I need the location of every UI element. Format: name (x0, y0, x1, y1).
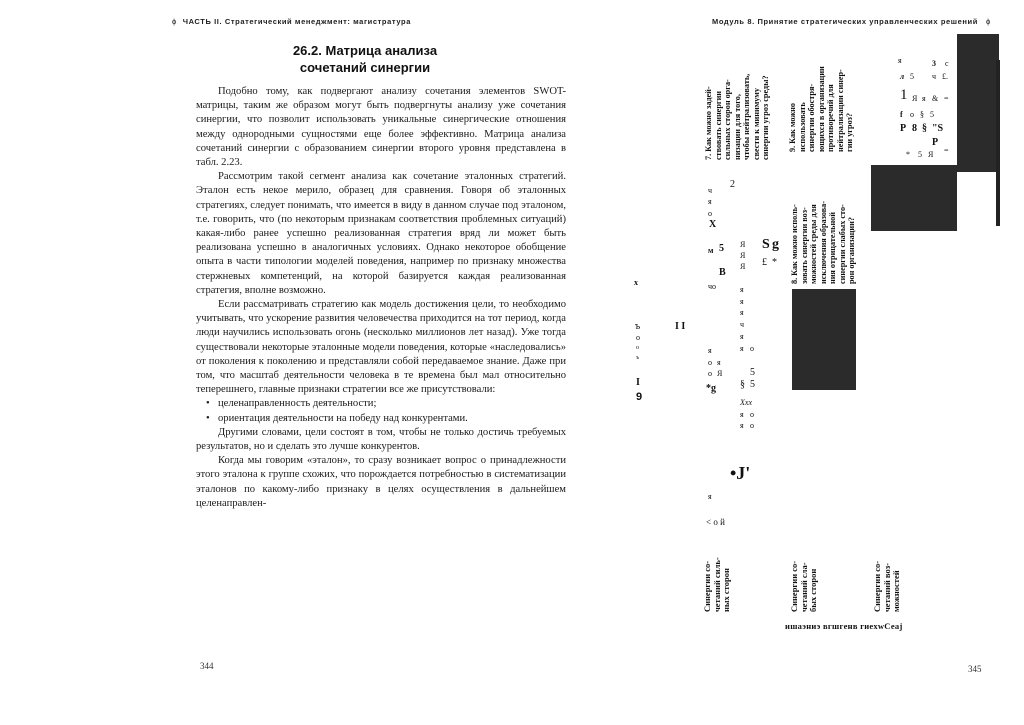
scatter-glyph: о (750, 410, 754, 419)
scatter-glyph: 3 (932, 59, 936, 68)
margin-mark: I (636, 377, 640, 388)
scatter-glyph: § (740, 379, 745, 390)
scatter-glyph: Я (740, 262, 746, 271)
scatter-glyph: < о й (706, 517, 725, 527)
scatter-glyph: 1 (900, 87, 908, 103)
scatter-glyph: о (708, 209, 712, 218)
section-title (240, 42, 490, 76)
paragraph: Когда мы говорим «эталон», то сразу возникает вопрос о принадлежности этого эталона к группе схожих, что порождается потребностью в систематизации эталонов по какому-либо признаку в целях осуществления в дальнейшем целенаправлен- (196, 455, 566, 509)
left-body-text (196, 85, 566, 511)
scatter-glyph: f (900, 110, 903, 119)
scatter-glyph: я (740, 410, 744, 419)
scatter-glyph: Х (709, 219, 717, 230)
scatter-glyph: Я (740, 240, 746, 249)
question-8: 8. Как можно исполь- зовать синергии воз- можностей среды для исключения образова- ния отрицательной синергии слабых сто- рон организации? (790, 201, 856, 284)
dark-scan-block (871, 165, 957, 231)
margin-mark: 9 (636, 391, 643, 403)
scatter-glyph: я (708, 346, 712, 355)
row-label-strengths: Синергии со- четаний силь- ных сторон (702, 557, 731, 612)
scatter-glyph: £ (762, 257, 767, 268)
scatter-glyph: м (708, 246, 714, 255)
row-label-weaknesses: Синергии со- четаний сла- бых сторон (789, 560, 818, 612)
margin-mark: ъ (635, 321, 641, 332)
scatter-glyph: § (920, 110, 924, 119)
scatter-glyph: о (910, 110, 914, 119)
running-head-right (712, 17, 991, 26)
dark-scan-block (957, 34, 999, 172)
scatter-glyph: *g (706, 383, 716, 394)
scatter-glyph: 5 (918, 150, 922, 159)
garbled-caption: ишаэниэ вгшгенв rиехwСеај (785, 621, 903, 631)
dark-scan-block (792, 289, 856, 390)
scatter-glyph: g (772, 237, 779, 252)
scatter-glyph: "S (932, 123, 944, 134)
scatter-glyph: 5 (750, 379, 755, 390)
scatter-glyph: 5 (719, 243, 724, 254)
scatter-glyph: § (922, 123, 927, 134)
section-title-line1: 26.2. Матрица анализа (292, 43, 438, 58)
scatter-glyph: я (740, 332, 744, 341)
scatter-glyph: £. (942, 72, 948, 81)
scatter-glyph: я (740, 344, 744, 353)
paragraph: Подобно тому, как подвергают анализу сочетания элементов SWOT-матрицы, таким же образом могут быть подвергнуты анализу уже сочетания синергии, что позволит использовать уникальные синергические отношения между однородными сущностями еще более эффективно. Матрица анализа сочетаний синергии с образованием синергии второго уровня представлена в табл. 2.23. (196, 86, 566, 169)
scatter-glyph: Я (912, 94, 918, 103)
bullet-item: • целенаправленность деятельности; (204, 397, 566, 411)
scatter-glyph: о (750, 344, 754, 353)
page-ornament-icon: ɸ (985, 17, 991, 26)
scatter-glyph: 2 (730, 179, 735, 190)
page-ornament-icon: ɸ (172, 17, 177, 26)
scatter-glyph: 5 (930, 110, 934, 119)
scatter-glyph: ч (740, 320, 745, 329)
scatter-glyph: я (740, 421, 744, 430)
running-head-left-text: ЧАСТЬ II. Стратегический менеджмент: магистратура (182, 17, 411, 26)
scatter-glyph: я (740, 308, 744, 317)
scatter-glyph: •Ј' (730, 463, 751, 483)
scatter-glyph: ч (932, 72, 937, 81)
scatter-glyph: Я (928, 150, 934, 159)
running-head-right-text: Модуль 8. Принятие стратегических управленческих решений (712, 17, 978, 26)
scatter-glyph: я (717, 358, 721, 367)
scatter-glyph: 5 (910, 72, 914, 81)
paragraph: Другими словами, цели состоят в том, чтобы не только достичь требуемых результатов, но и сделать это лучше конкурентов. (196, 426, 566, 453)
scatter-glyph: * (772, 257, 777, 268)
scatter-glyph: я (708, 492, 712, 501)
scatter-glyph: & (932, 94, 939, 103)
scatter-glyph: я (898, 56, 902, 65)
scatter-glyph: я (740, 285, 744, 294)
section-title-line2: сочетаний синергии (299, 60, 431, 75)
margin-mark: о (636, 345, 639, 351)
scatter-glyph: Я (740, 251, 746, 260)
page-number-left: 344 (200, 661, 214, 671)
scatter-glyph: Р (900, 123, 907, 134)
scatter-glyph: = (944, 146, 949, 155)
question-9: 9. Как можно использовать синергии обостря- ющихся в организации противоречий для нейтрализации синер- гии угроз? (788, 66, 854, 152)
scatter-glyph: 5 (750, 367, 755, 378)
scatter-glyph: Р (932, 137, 939, 148)
row-label-opportunities: Синергии со- четаний воз- можностей (872, 560, 901, 612)
scatter-glyph: о (708, 369, 712, 378)
scatter-glyph: S (762, 237, 770, 252)
scatter-glyph: о (750, 421, 754, 430)
page-number-right: 345 (968, 664, 982, 674)
scatter-glyph: я (740, 297, 744, 306)
dark-scan-edge (996, 60, 1000, 226)
scatter-glyph: я (708, 197, 712, 206)
bullet-list (196, 397, 566, 425)
scatter-glyph: В (719, 267, 726, 278)
margin-mark: ъ (636, 355, 640, 361)
bullet-item: • ориентация деятельности на победу над конкурентами. (204, 412, 566, 426)
scatter-glyph: * (906, 150, 910, 159)
scatter-glyph: чо (708, 282, 717, 291)
running-head-left (172, 17, 411, 26)
scatter-glyph: 8 (912, 123, 917, 134)
scatter-glyph: = (944, 94, 949, 103)
question-7: 7. Как можно задей- ствовать синергии сильных сторон орга- низации для того, чтобы нейтрализовать, свести к минимуму синергии угроз среды? (704, 73, 770, 160)
scatter-glyph: с (945, 59, 949, 68)
paragraph: Если рассматривать стратегию как модель достижения цели, то необходимо учитывать, что ускорение развития человечества приходится на тот период, когда люди научились использовать огонь (несколько миллионов лет назад). Уже тогда существовали некоторые эталонные модели поведения, которые «наследовались» от поколения к поколению и представляли собой передаваемое знание. Даже при том, что масштаб деятельности человека в те времена был мал относительно теперешнего, главные признаки стратегии все же присутствовали: (196, 299, 566, 396)
scatter-glyph: Ххх (740, 398, 752, 407)
paragraph: Рассмотрим такой сегмент анализа как сочетание эталонных стратегий. Эталон есть некое мерило, образец для сравнения. Говоря об эталонных стратегиях, следует понимать, что имеется в виду в данном случае под эталоном, т.е. говорить, что (по некоторым признакам соответствия проблемных ситуаций) какая-либо ранее успешно реализованная стратегия вряд ли может быть реализована успешно в аналогичных условиях. Однако некоторое обобщение опыта в части типологии моделей поведения, например по признаку множества стержневых компетенций, на которой базируется каждая реализованная стратегия, вполне возможно. (196, 171, 566, 296)
scatter-glyph: ч (708, 186, 713, 195)
margin-mark: х (634, 278, 638, 287)
margin-mark: о (636, 333, 640, 342)
margin-mark: I I (675, 321, 686, 332)
scatter-glyph: я (922, 94, 926, 103)
scatter-glyph: л (900, 72, 905, 81)
scatter-glyph: Я (717, 369, 723, 378)
scatter-glyph: о (708, 358, 712, 367)
